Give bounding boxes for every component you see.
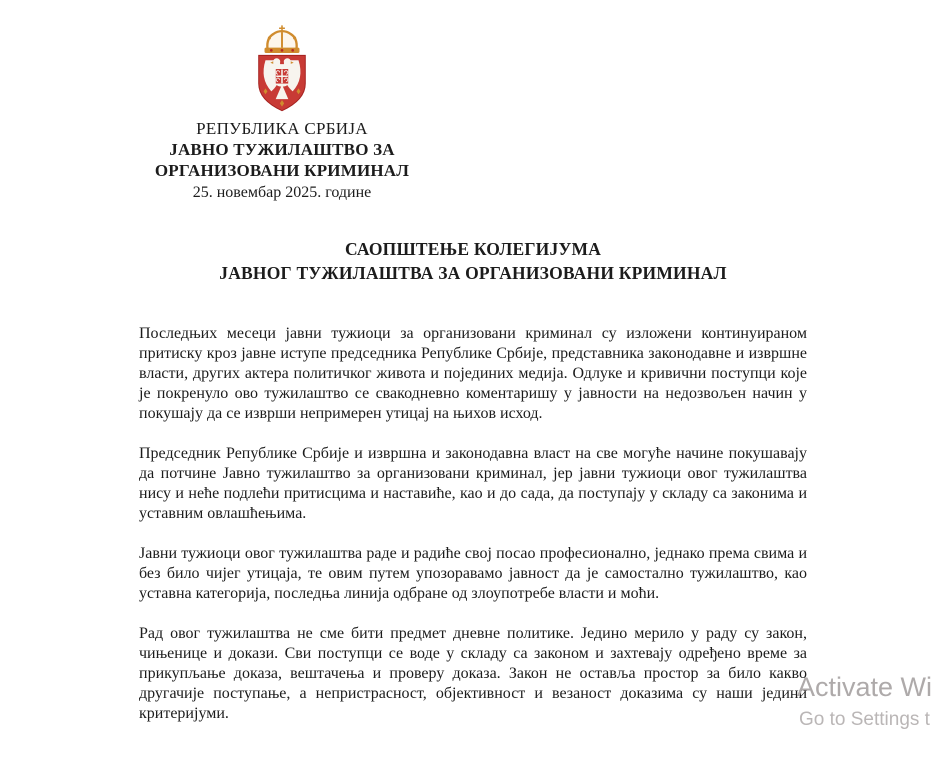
serbia-coat-of-arms-icon <box>249 24 315 114</box>
org-name-line2: ОРГАНИЗОВАНИ КРИМИНАЛ <box>154 161 410 180</box>
activate-windows-watermark: Activate Wi <box>797 672 933 702</box>
paragraph-1: Последњих месеци јавни тужиоци за организовани криминал су изложени континуираном притиску кроз јавне иступе председника Републике Србије, представника законодавне и извршне власти, других актера политичког живота и појединих медија. Одлуке и кривични поступци које је покренуло ово тужилаштво се свакодневно коментаришу у јавности на недозвољен начин у покушају да се изврши непримерен утицај на њихов исход. <box>139 325 807 422</box>
document-body <box>139 324 807 744</box>
document-date: 25. новембар 2025. године <box>192 184 372 201</box>
paragraph-3: Јавни тужиоци овог тужилаштва раде и радиће свој посао професионално, једнако према свима и без било чијег утицаја, те овим путем упозоравамо јавност да је самостално тужилаштво, као уставна категорија, последња линија одбране од злоупотребе власти и моћи. <box>139 545 807 602</box>
paragraph-4: Рад овог тужилаштва не сме бити предмет дневне политике. Једино мерило у раду су закон, чињенице и докази. Сви поступци се воде у складу са законом и захтевају одређено време за прикупљање доказа, вештачења и проверу доказа. Закон не оставља простор за било какво другачије поступање, а непристрасност, објективност и везаност доказима су наши једини критеријуми. <box>139 625 807 722</box>
document-title <box>139 237 807 285</box>
letterhead <box>152 24 412 203</box>
title-line2: ЈАВНОГ ТУЖИЛАШТВА ЗА ОРГАНИЗОВАНИ КРИМИНАЛ <box>219 263 727 283</box>
activate-windows-watermark-subtext: Go to Settings t <box>799 709 930 730</box>
org-republic-line: РЕПУБЛИКА СРБИЈА <box>196 119 368 138</box>
paragraph-2: Председник Републике Србије и извршна и законодавна власт на све могуће начине покушавају да потчине Јавно тужилаштво за организовани криминал, јер јавни тужиоци овог тужилаштва нису и неће подлећи притисцима и наставиће, као и до сада, да поступају у складу са законима и уставним овлашћењима. <box>139 445 807 522</box>
org-name-line1: ЈАВНО ТУЖИЛАШТВО ЗА <box>169 140 395 159</box>
title-line1: САОПШТЕЊЕ КОЛЕГИЈУМА <box>344 239 602 259</box>
